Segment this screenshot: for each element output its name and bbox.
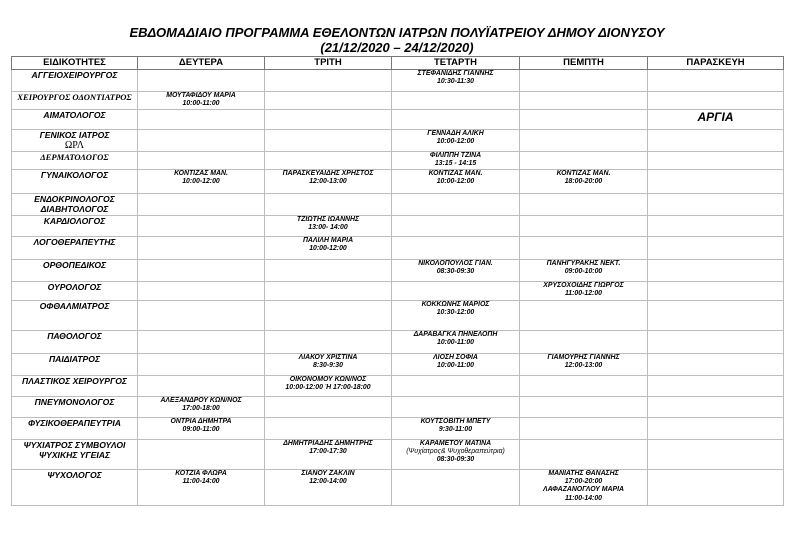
page-title: ΕΒΔΟΜΑΔΙΑΙΟ ΠΡΟΓΡΑΜΜΑ ΕΘΕΛΟΝΤΩΝ ΙΑΤΡΩΝ ΠΟΛΥΪΑΤΡΕΙΟΥ ΔΗΜΟΥ ΔΙΟΝΥΣΟΥ: [129, 25, 665, 40]
specialty-label: ΠΛΑΣΤΙΚΟΣ ΧΕΙΡΟΥΡΓΟΣ: [22, 376, 127, 386]
schedule-cell-wednesday: [392, 216, 520, 237]
time-slot: 10:30-12:00: [436, 309, 475, 317]
schedule-cell-monday: [138, 194, 265, 216]
time-slot: 08:30-09:30: [436, 456, 475, 464]
schedule-cell-wednesday: [392, 354, 520, 376]
time-slot: 11:00-12:00: [564, 290, 603, 298]
time-slot: 10:30-11:30: [436, 78, 475, 86]
schedule-cell-monday: [138, 282, 265, 301]
doctor-name: ΠΑΡΑΣΚΕΥΑΪΔΗΣ ΧΡΗΣΤΟΣ: [282, 170, 374, 177]
specialty-cell: [12, 152, 138, 170]
specialty-cell: [12, 130, 138, 152]
table-row: [12, 216, 784, 237]
schedule-cell-friday: [648, 260, 784, 282]
time-slot: 10:00-12:00: [309, 245, 347, 253]
specialty-cell: [12, 170, 138, 194]
table-row: [12, 376, 784, 397]
schedule-cell-thursday: [520, 260, 648, 282]
schedule-cell-friday: [648, 216, 784, 237]
time-slot: 11:00-14:00: [182, 478, 220, 486]
specialty-label: ΑΙΜΑΤΟΛΟΓΟΣ: [43, 110, 106, 120]
schedule-cell-thursday: [520, 354, 648, 376]
doctor-name: ΦΙΛΙΠΠΗ ΤΖΙΝΑ: [429, 152, 482, 159]
header-row: [12, 57, 784, 70]
schedule-cell-wednesday: [392, 282, 520, 301]
specialty-cell: [12, 282, 138, 301]
schedule-cell-wednesday: [392, 260, 520, 282]
time-slot: 18:00-20:00: [564, 178, 603, 186]
schedule-cell-monday: [138, 470, 265, 506]
doctor-name: ΣΤΕΦΑΝΙΔΗΣ ΓΙΑΝΝΗΣ: [417, 70, 494, 77]
table-row: [12, 237, 784, 260]
schedule-cell-wednesday: [392, 418, 520, 440]
doctor-name: ΛΙΟΣΗ ΣΟΦΙΑ: [433, 354, 478, 361]
doctor-name: ΧΡΥΣΟΧΟΪΔΗΣ ΓΙΩΡΓΟΣ: [543, 282, 624, 289]
schedule-cell-friday: [648, 376, 784, 397]
doctor-name: (Ψυχίατρος& Ψυχοθεραπεύτρια): [406, 448, 505, 456]
schedule-cell-friday: [648, 301, 784, 331]
specialty-label: ΦΥΣΙΚΟΘΕΡΑΠΕΥΤΡΙΑ: [28, 418, 121, 428]
schedule-cell-friday: [648, 331, 784, 354]
table-row: [12, 282, 784, 301]
header-monday: ΔΕΥΤΕΡΑ: [138, 57, 265, 70]
holiday-label: ΑΡΓΙΑ: [697, 110, 734, 124]
doctor-name: ΜΑΝΙΑΤΗΣ ΘΑΝΑΣΗΣ: [548, 470, 619, 477]
schedule-cell-monday: [138, 237, 265, 260]
specialty-cell: [12, 216, 138, 237]
schedule-cell-friday: [648, 470, 784, 506]
table-row: [12, 397, 784, 418]
specialty-label: ΟΡΘΟΠΕΔΙΚΟΣ: [42, 260, 107, 270]
schedule-cell-friday: [648, 418, 784, 440]
time-slot: 13:00- 14:00: [308, 224, 348, 232]
schedule-cell-thursday: [520, 418, 648, 440]
schedule-cell-tuesday: [265, 418, 392, 440]
doctor-name: ΓΕΝΝΑΔΗ ΑΛΙΚΗ: [427, 130, 484, 137]
schedule-cell-wednesday: [392, 110, 520, 130]
schedule-cell-friday: [648, 397, 784, 418]
schedule-cell-friday: [648, 354, 784, 376]
schedule-cell-friday: [648, 152, 784, 170]
header-thursday: ΠΕΜΠΤΗ: [520, 57, 648, 70]
schedule-cell-tuesday: [265, 92, 392, 110]
time-slot: 17:00-17:30: [309, 448, 347, 456]
time-slot: 8:30-9:30: [313, 362, 343, 370]
table-row: [12, 440, 784, 470]
time-slot: 17:00-18:00: [182, 405, 220, 413]
doctor-name: ΛΙΑΚΟΥ ΧΡΙΣΤΙΝΑ: [298, 354, 358, 361]
time-slot: 12:00-14:00: [309, 478, 347, 486]
specialty-cell: [12, 260, 138, 282]
specialty-label: ΨΥΧΟΛΟΓΟΣ: [47, 470, 102, 480]
table-row: [12, 418, 784, 440]
time-slot: 10:00-11:00: [436, 339, 475, 347]
table-row: [12, 194, 784, 216]
schedule-cell-monday: [138, 440, 265, 470]
table-row: [12, 70, 784, 92]
schedule-cell-wednesday: [392, 470, 520, 506]
schedule-cell-monday: [138, 70, 265, 92]
doctor-name: ΜΟΥΤΑΦΙΔΟΥ ΜΑΡΙΑ: [166, 92, 236, 99]
schedule-cell-monday: [138, 418, 265, 440]
time-slot: 10:00-12:00: [436, 138, 475, 146]
schedule-cell-monday: [138, 397, 265, 418]
specialty-cell: [12, 92, 138, 110]
schedule-cell-tuesday: [265, 397, 392, 418]
schedule-cell-thursday: [520, 331, 648, 354]
schedule-cell-tuesday: [265, 130, 392, 152]
time-slot: 10:00-11:00: [182, 100, 220, 108]
specialty-cell: [12, 331, 138, 354]
specialty-label: ΧΕΙΡΟΥΡΓΟΣ ΟΔΟΝΤΙΑΤΡΟΣ: [17, 92, 132, 102]
specialty-cell: [12, 376, 138, 397]
schedule-cell-friday: [648, 440, 784, 470]
table-row: [12, 130, 784, 152]
specialty-cell: [12, 470, 138, 506]
table-row: [12, 354, 784, 376]
schedule-cell-wednesday: [392, 194, 520, 216]
time-slot: 09:00-11:00: [182, 426, 220, 434]
schedule-cell-thursday: [520, 216, 648, 237]
time-slot: 12:00-13:00: [564, 362, 603, 370]
schedule-cell-tuesday: [265, 354, 392, 376]
schedule-cell-monday: [138, 110, 265, 130]
doctor-name: ΚΟΥΤΣΟΒΙΤΗ ΜΠΕΤΥ: [420, 418, 491, 425]
schedule-cell-monday: [138, 216, 265, 237]
schedule-cell-friday: [648, 110, 784, 130]
schedule-cell-thursday: [520, 376, 648, 397]
schedule-cell-tuesday: [265, 152, 392, 170]
schedule-cell-tuesday: [265, 376, 392, 397]
specialty-label: ΓΥΝΑΙΚΟΛΟΓΟΣ: [40, 170, 109, 180]
schedule-cell-friday: [648, 92, 784, 110]
table-row: [12, 331, 784, 354]
table-row: [12, 152, 784, 170]
doctor-name: ΔΗΜΗΤΡΙΑΔΗΣ ΔΗΜΗΤΡΗΣ: [283, 440, 373, 447]
schedule-cell-wednesday: [392, 376, 520, 397]
schedule-cell-monday: [138, 354, 265, 376]
specialty-sub-label: ΩΡΛ: [64, 140, 85, 151]
schedule-cell-tuesday: [265, 440, 392, 470]
doctor-name: ΣΙΑΝΟΥ ΖΑΚΛΙΝ: [301, 470, 355, 477]
schedule-cell-wednesday: [392, 170, 520, 194]
doctor-name: ΔΑΡΑΒΑΓΚΑ ΠΗΝΕΛΟΠΗ: [413, 331, 498, 338]
specialty-label: ΠΑΙΔΙΑΤΡΟΣ: [48, 354, 101, 364]
specialty-cell: [12, 397, 138, 418]
schedule-cell-thursday: [520, 70, 648, 92]
schedule-cell-monday: [138, 260, 265, 282]
specialty-label: ΓΕΝΙΚΟΣ ΙΑΤΡΟΣ: [39, 130, 110, 140]
specialty-label: ΔΕΡΜΑΤΟΛΟΓΟΣ: [40, 152, 109, 162]
doctor-name: ΚΟΚΚΩΝΗΣ ΜΑΡΙΟΣ: [421, 301, 490, 308]
specialty-label: ΟΥΡΟΛΟΓΟΣ: [47, 282, 102, 292]
schedule-cell-tuesday: [265, 282, 392, 301]
doctor-name: ΚΟΤΖΙΑ ΦΛΩΡΑ: [175, 470, 227, 477]
schedule-cell-wednesday: [392, 92, 520, 110]
table-row: [12, 170, 784, 194]
schedule-cell-thursday: [520, 440, 648, 470]
specialty-cell: [12, 301, 138, 331]
specialty-cell: [12, 194, 138, 216]
schedule-cell-tuesday: [265, 216, 392, 237]
schedule-cell-monday: [138, 170, 265, 194]
specialty-label: ΟΦΘΑΛΜΙΑΤΡΟΣ: [39, 301, 110, 311]
doctor-name: ΚΟΝΤΙΖΑΣ ΜΑΝ.: [174, 170, 228, 177]
schedule-cell-thursday: [520, 152, 648, 170]
schedule-cell-tuesday: [265, 237, 392, 260]
specialty-cell: [12, 418, 138, 440]
specialty-cell: [12, 70, 138, 92]
schedule-cell-tuesday: [265, 70, 392, 92]
doctor-name: ΚΑΡΑΜΕΤΟΥ ΜΑΤΙΝΑ: [419, 440, 492, 447]
schedule-cell-monday: [138, 376, 265, 397]
specialty-label: ΠΝΕΥΜΟΝΟΛΟΓΟΣ: [34, 397, 115, 407]
time-slot: 17:00-20:00: [564, 478, 603, 486]
schedule-cell-tuesday: [265, 470, 392, 506]
specialty-cell: [12, 440, 138, 470]
doctor-name: ΠΑΝΗΓΥΡΑΚΗΣ ΝΕΚΤ.: [546, 260, 621, 267]
schedule-cell-tuesday: [265, 194, 392, 216]
schedule-cell-friday: [648, 237, 784, 260]
doctor-name: ΠΑΛΙΛΗ ΜΑΡΙΑ: [302, 237, 354, 244]
doctor-name: ΓΙΑΜΟΥΡΗΣ ΓΙΑΝΝΗΣ: [547, 354, 620, 361]
schedule-cell-thursday: [520, 470, 648, 506]
schedule-cell-thursday: [520, 397, 648, 418]
doctor-name: ΟΝΤΡΙΑ ΔΗΜΗΤΡΑ: [170, 418, 232, 425]
specialty-cell: [12, 237, 138, 260]
schedule-cell-thursday: [520, 237, 648, 260]
schedule-cell-thursday: [520, 194, 648, 216]
time-slot: 08:30-09:30: [436, 268, 475, 276]
header-specialties: ΕΙΔΙΚΟΤΗΤΕΣ: [12, 57, 138, 70]
time-slot: 12:00-13:00: [309, 178, 347, 186]
schedule-cell-monday: [138, 92, 265, 110]
doctor-name: ΚΟΝΤΙΖΑΣ ΜΑΝ.: [556, 170, 611, 177]
specialty-label: ΑΓΓΕΙΟΧΕΙΡΟΥΡΓΟΣ: [31, 70, 118, 80]
header-tuesday: ΤΡΙΤΗ: [265, 57, 392, 70]
schedule-cell-monday: [138, 301, 265, 331]
schedule-cell-friday: [648, 282, 784, 301]
schedule-cell-thursday: [520, 110, 648, 130]
schedule-cell-tuesday: [265, 301, 392, 331]
time-slot: 10:00-12:00: [436, 178, 475, 186]
schedule-cell-wednesday: [392, 301, 520, 331]
schedule-cell-thursday: [520, 130, 648, 152]
schedule-cell-tuesday: [265, 110, 392, 130]
specialty-label: ΠΑΘΟΛΟΓΟΣ: [47, 331, 102, 341]
schedule-cell-friday: [648, 170, 784, 194]
specialty-cell: [12, 110, 138, 130]
schedule-cell-tuesday: [265, 170, 392, 194]
time-slot: 10:00-12:00 Ή 17:00-18:00: [285, 384, 371, 392]
schedule-cell-monday: [138, 331, 265, 354]
schedule-cell-wednesday: [392, 130, 520, 152]
schedule-cell-friday: [648, 70, 784, 92]
schedule-cell-wednesday: [392, 237, 520, 260]
schedule-cell-wednesday: [392, 70, 520, 92]
specialty-label: ΕΝΔΟΚΡΙΝΟΛΟΓΟΣ ΔΙΑΒΗΤΟΛΟΓΟΣ: [34, 194, 115, 214]
schedule-cell-wednesday: [392, 331, 520, 354]
doctor-name: ΤΖΙΩΤΗΣ ΙΩΑΝΝΗΣ: [296, 216, 360, 223]
table-row: [12, 301, 784, 331]
schedule-cell-thursday: [520, 282, 648, 301]
time-slot: 10:00-12:00: [182, 178, 220, 186]
schedule-cell-tuesday: [265, 260, 392, 282]
time-slot: 13:15 - 14:15: [434, 160, 477, 168]
header-friday: ΠΑΡΑΣΚΕΥΗ: [648, 57, 784, 70]
schedule-cell-thursday: [520, 92, 648, 110]
time-slot: 10:00-11:00: [436, 362, 475, 370]
schedule-cell-tuesday: [265, 331, 392, 354]
specialty-label: ΨΥΧΙΑΤΡΟΣ ΣΥΜΒΟΥΛΟΙ ΨΥΧΙΚΗΣ ΥΓΕΙΑΣ: [23, 440, 126, 460]
doctor-name: ΑΛΕΞΑΝΔΡΟΥ ΚΩΝ/ΝΟΣ: [160, 397, 242, 404]
schedule-cell-thursday: [520, 301, 648, 331]
table-row: [12, 470, 784, 506]
table-row: [12, 110, 784, 130]
schedule-cell-monday: [138, 130, 265, 152]
header-wednesday: ΤΕΤΑΡΤΗ: [392, 57, 520, 70]
schedule-cell-monday: [138, 152, 265, 170]
table-row: [12, 92, 784, 110]
time-slot: 09:00-10:00: [564, 268, 603, 276]
schedule-cell-thursday: [520, 170, 648, 194]
date-range: (21/12/2020 – 24/12/2020): [320, 40, 474, 55]
schedule-cell-wednesday: [392, 440, 520, 470]
schedule-cell-friday: [648, 194, 784, 216]
table-row: [12, 260, 784, 282]
schedule-cell-friday: [648, 130, 784, 152]
doctor-name: ΚΟΝΤΙΖΑΣ ΜΑΝ.: [428, 170, 483, 177]
schedule-cell-wednesday: [392, 152, 520, 170]
doctor-name: ΟΙΚΟΝΟΜΟΥ ΚΩΝ/ΝΟΣ: [289, 376, 367, 383]
specialty-label: ΛΟΓΟΘΕΡΑΠΕΥΤΗΣ: [33, 237, 116, 247]
schedule-table: [11, 56, 784, 506]
doctor-name: ΛΑΦΑΖΑΝΟΓΛΟΥ ΜΑΡΙΑ: [543, 486, 624, 494]
doctor-name: ΝΙΚΟΛΟΠΟΥΛΟΣ ΓΙΑΝ.: [418, 260, 493, 267]
time-slot: 11:00-14:00: [564, 494, 603, 502]
specialty-label: ΚΑΡΔΙΟΛΟΓΟΣ: [43, 216, 106, 226]
time-slot: 9:30-11:00: [438, 426, 473, 434]
schedule-cell-wednesday: [392, 397, 520, 418]
specialty-cell: [12, 354, 138, 376]
